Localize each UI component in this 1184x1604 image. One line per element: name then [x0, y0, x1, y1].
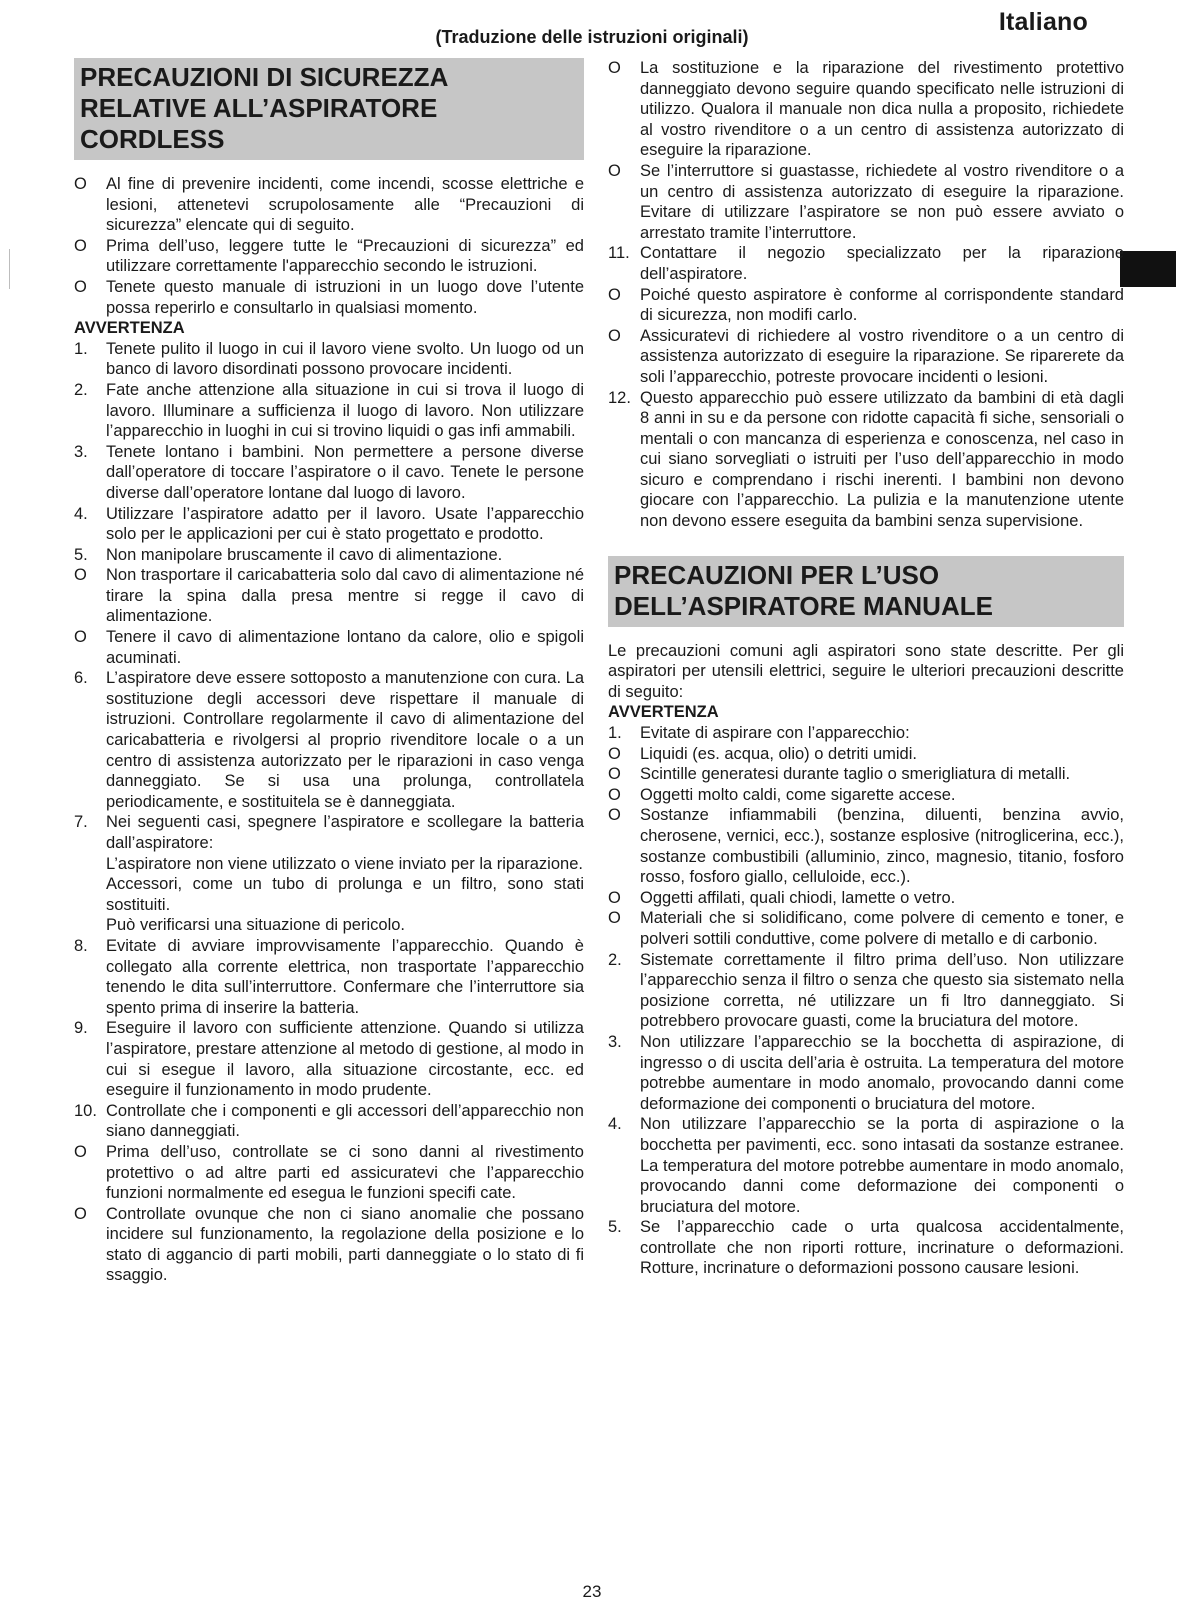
list-item [608, 744, 1124, 765]
intro-list [74, 174, 584, 318]
list-marker: O [608, 161, 621, 180]
list-text: Sistemate correttamente il filtro prima dell’uso. Non utilizzare l’apparecchio senza il filtro o senza che questo sia sistemato nella posizione corretta, né utilizzare un fi ltro danneggiato. Si potrebbero provocare guasti, come la bruciatura del motore. [640, 950, 1124, 1031]
warning-list [74, 339, 584, 854]
list-item [608, 326, 1124, 388]
list-item [74, 442, 584, 504]
list-marker: O [74, 1142, 87, 1161]
list-text: Tenete pulito il luogo in cui il lavoro viene svolto. Un luogo od un banco di lavoro disordinati possono provocare incidenti. [106, 339, 584, 379]
list-marker: 7. [74, 813, 88, 832]
list-item [608, 1217, 1124, 1279]
list-marker: O [74, 1204, 87, 1223]
list-item [608, 161, 1124, 243]
list-marker: 9. [74, 1019, 88, 1038]
page-number: 23 [582, 1582, 602, 1601]
list-text: Non manipolare bruscamente il cavo di alimentazione. [106, 545, 503, 564]
list-text: Controllate che i componenti e gli accessori dell’apparecchio non siano danneggiati. [106, 1101, 584, 1141]
list-item [608, 388, 1124, 532]
list-text: Non utilizzare l’apparecchio se la porta di aspirazione o la bocchetta per pavimenti, ecc. sono intasati da sostanze estranee. La temperatura del motore potrebbe aumentare in modo anomalo, provocando danni come deformazione dei componenti o bruciatura del motore. [640, 1115, 1124, 1216]
list-item [74, 380, 584, 442]
list-item [74, 1018, 584, 1100]
sub-paragraph: L’aspiratore non viene utilizzato o viene inviato per la riparazione. [106, 854, 583, 873]
list-marker: O [74, 566, 87, 585]
list-marker: O [608, 326, 621, 345]
list-marker: 6. [74, 669, 88, 688]
list-text: L’aspiratore deve essere sottoposto a manutenzione con cura. La sostituzione degli accessori deve rispettare il manuale di istruzioni. Controllare regolarmente il cavo di alimentazione del caricabatteria e rivolgersi al proprio rivenditore locale o a un centro di assistenza autorizzato per le riparazioni in caso venga danneggiato. Se si usa una prolunga, controllatela periodicamente, e sostituitela se è danneggiata. [106, 669, 584, 811]
list-item [608, 723, 1124, 744]
list-text: Eseguire il lavoro con sufficiente attenzione. Quando si utilizza l’aspiratore, prestare attenzione al metodo di gestione, al modo in cui si esegue il lavoro, alla situazione circostante, ecc. ed eseguire il funzionamento in modo prudente. [106, 1019, 584, 1100]
list-marker: 4. [608, 1115, 622, 1134]
list-marker: O [608, 909, 621, 928]
heading-line: PRECAUZIONI PER L’USO [614, 559, 940, 590]
list-item [74, 545, 584, 566]
list-marker: 5. [608, 1218, 622, 1237]
warning-list-continued [74, 936, 584, 1286]
list-marker: O [608, 744, 621, 763]
list-text: Oggetti affilati, quali chiodi, lamette o vetro. [640, 888, 956, 907]
list-text: Liquidi (es. acqua, olio) o detriti umidi. [640, 744, 917, 763]
list-item [74, 277, 584, 318]
list-item [74, 504, 584, 545]
list-text: Sostanze infiammabili (benzina, diluenti, benzina avvio, cherosene, vernici, ecc.), sostanze esplosive (nitroglicerina, ecc.), sostanze combustibili (alluminio, zinco, magnesio, titanio, fosforo rosso, fosforo giallo, celluloide, ecc.). [640, 806, 1124, 887]
sub-paragraph: Accessori, come un tubo di prolunga e un filtro, sono stati sostituiti. [106, 875, 584, 914]
list-marker: 2. [608, 950, 622, 969]
list-marker: 11. [608, 244, 630, 263]
list-text: Tenete questo manuale di istruzioni in un luogo dove l’utente possa reperirlo e consultarlo in qualsiasi momento. [106, 277, 584, 317]
list-text: La sostituzione e la riparazione del rivestimento protettivo danneggiato devono seguire quando specificato nelle istruzioni di utilizzo. Qualora il manuale non dica nulla a proposito, richiedete al vostro rivenditore o a un centro di assistenza autorizzato di eseguire la riparazione. [640, 59, 1124, 160]
list-marker: O [74, 628, 87, 647]
list-text: Se l’apparecchio cade o urta qualcosa accidentalmente, controllate che non riporti rotture, incrinature o deformazioni. Rotture, incrinature o deformazioni possono causare lesioni. [640, 1218, 1124, 1278]
section-heading-cordless [74, 58, 584, 160]
warning-label: AVVERTENZA [74, 319, 185, 338]
warning-list-continued-right [608, 58, 1124, 532]
list-text: Nei seguenti casi, spegnere l’aspiratore e scollegare la batteria dall’aspiratore: [106, 813, 584, 852]
list-item [608, 888, 1124, 909]
list-marker: O [608, 59, 621, 77]
list-text: Tenete lontano i bambini. Non permettere a persone diverse dall’operatore di toccare l’aspiratore o il cavo. Tenete le persone diverse dall’operatore lontane dal luogo di lavoro. [106, 442, 584, 502]
list-item [608, 950, 1124, 1032]
list-text: Materiali che si solidificano, come polvere di cemento e toner, e polveri sottili conduttive, come polvere di metallo e di carbonio. [640, 909, 1124, 948]
list-marker: O [608, 888, 621, 907]
list-item [608, 243, 1124, 284]
list-item [608, 1114, 1124, 1217]
sub-paragraph: Può verificarsi una situazione di pericolo. [106, 916, 405, 935]
list-text: Evitate di avviare improvvisamente l’apparecchio. Quando è collegato alla corrente elettrica, non trasportate l’apparecchio tenendo le dita sull’interruttore. Confermare che l’interruttore sia spento prima di inserire la batteria. [106, 936, 584, 1017]
list-marker: 2. [74, 380, 88, 399]
list-text: Non trasportare il caricabatteria solo dal cavo di alimentazione né tirare la spina dalla presa mentre si regge il cavo di alimentazione. [106, 566, 584, 626]
margin-line [9, 249, 10, 289]
list-marker: 1. [74, 339, 88, 358]
list-item [74, 565, 584, 627]
list-text: Se l’interruttore si guastasse, richiedete al vostro rivenditore o a un centro di assistenza autorizzato di eseguire la riparazione. Evitare di utilizzare l’aspiratore se non può essere avviato o arrestato tramite l’interruttore. [640, 161, 1124, 242]
list-item [608, 1032, 1124, 1114]
section-heading-manual [608, 556, 1124, 627]
list-item [608, 285, 1124, 326]
list-marker: O [608, 765, 621, 784]
heading-line: CORDLESS [80, 124, 225, 154]
list-text: Prima dell’uso, leggere tutte le “Precauzioni di sicurezza” ed utilizzare correttamente l'apparecchio secondo le istruzioni. [106, 236, 584, 276]
list-marker: 10. [74, 1101, 97, 1120]
list-item [74, 668, 584, 812]
list-marker: 4. [74, 504, 88, 523]
list-marker: 1. [608, 724, 622, 743]
list-marker: 8. [74, 936, 88, 955]
language-label: Italiano [998, 8, 1088, 36]
list-text: Oggetti molto caldi, come sigarette accese. [640, 785, 956, 804]
section-tab-marker [1120, 251, 1176, 287]
list-item [74, 236, 584, 277]
list-item [74, 1101, 584, 1142]
list-marker: O [608, 285, 621, 304]
list-marker: 3. [74, 442, 88, 461]
list-item [608, 764, 1124, 785]
list-text: Al fine di prevenire incidenti, come incendi, scosse elettriche e lesioni, attenetevi scrupolosamente alle “Precauzioni di sicurezza” elencate qui di seguito. [106, 175, 584, 235]
list-marker: O [74, 236, 87, 255]
list-marker: 3. [608, 1032, 622, 1051]
list-marker: O [608, 806, 621, 825]
list-item [608, 58, 1124, 161]
left-column [74, 58, 584, 1286]
list-text: Utilizzare l’aspiratore adatto per il lavoro. Usate l’apparecchio solo per le applicazioni per cui è stato progettato e prodotto. [106, 504, 584, 544]
list-marker: 12. [608, 388, 631, 407]
list-marker: O [74, 277, 87, 296]
heading-line: PRECAUZIONI DI SICUREZZA [80, 62, 449, 92]
list-marker: O [74, 175, 87, 193]
list-text: Contattare il negozio specializzato per la riparazione dell’aspiratore. [640, 244, 1124, 283]
manual-warning-list [608, 723, 1124, 1279]
heading-line: DELL’ASPIRATORE MANUALE [614, 590, 993, 621]
list-text: Prima dell’uso, controllate se ci sono danni al rivestimento protettivo o ad altre parti ed assicuratevi che l’apparecchio funzioni normalmente ed esegua le funzioni specifi cate. [106, 1142, 584, 1203]
list-item [74, 1142, 584, 1204]
list-marker: 5. [74, 545, 88, 564]
list-text: Non utilizzare l’apparecchio se la bocchetta di aspirazione, di ingresso o di uscita dell’aria è ostruita. La temperatura del motore potrebbe aumentare in modo anomalo, provocando danni come deformazione dei componenti o bruciatura del motore. [640, 1032, 1124, 1113]
list-item [74, 812, 584, 853]
list-text: Assicuratevi di richiedere al vostro rivenditore o a un centro di assistenza autorizzato di eseguire la riparazione. Se riparerete da soli l’apparecchio, potreste provocare incidenti o lesioni. [640, 326, 1124, 386]
list-text: Questo apparecchio può essere utilizzato da bambini di età dagli 8 anni in su e da persone con ridotte capacità fi siche, sensoriali o mentali o con mancanza di esperienza e conoscenza, nel caso in cui siano sorvegliati o istruiti per l’uso dell’apparecchio in modo sicuro e comprendano i rischi inerenti. I bambini non devono giocare con l’apparecchio. La pulizia e la manutenzione utente non devono essere eseguita da bambini senza supervisione. [640, 388, 1124, 531]
list-item [74, 936, 584, 1018]
list-text: Controllate ovunque che non ci siano anomalie che possano incidere sul funzionamento, la regolazione della posizione e lo stato di aggancio di parti mobili, parti danneggiate o lo stato di fi ssaggio. [106, 1204, 584, 1285]
right-column [608, 58, 1124, 1279]
list-item [74, 174, 584, 236]
list-text: Evitate di aspirare con l’apparecchio: [640, 724, 910, 743]
list-text: Poiché questo aspiratore è conforme al corrispondente standard di sicurezza, non modifi carlo. [640, 285, 1124, 325]
list-item [74, 1204, 584, 1286]
list-item [608, 785, 1124, 806]
translation-subtitle: (Traduzione delle istruzioni originali) [435, 27, 749, 47]
list-text: Tenere il cavo di alimentazione lontano da calore, olio e spigoli acuminati. [106, 628, 584, 667]
list-marker: O [608, 785, 621, 804]
list-item [608, 908, 1124, 949]
item7-sub-list [74, 854, 584, 936]
list-item [608, 805, 1124, 887]
warning-label: AVVERTENZA [608, 703, 719, 722]
list-text: Scintille generatesi durante taglio o smerigliatura di metalli. [640, 765, 1071, 784]
list-text: Fate anche attenzione alla situazione in cui si trova il luogo di lavoro. Illuminare a sufficienza il luogo di lavoro. Non utilizzare l’apparecchio in luoghi in cui si trovino liquidi o gas infi ammabili. [106, 380, 584, 441]
list-item [74, 627, 584, 668]
heading-line: RELATIVE ALL’ASPIRATORE [80, 93, 438, 123]
manual-intro-paragraph: Le precauzioni comuni agli aspiratori sono state descritte. Per gli aspiratori per utensili elettrici, seguire le ulteriori precauzioni descritte di seguito: [608, 641, 1124, 701]
list-item [74, 339, 584, 380]
